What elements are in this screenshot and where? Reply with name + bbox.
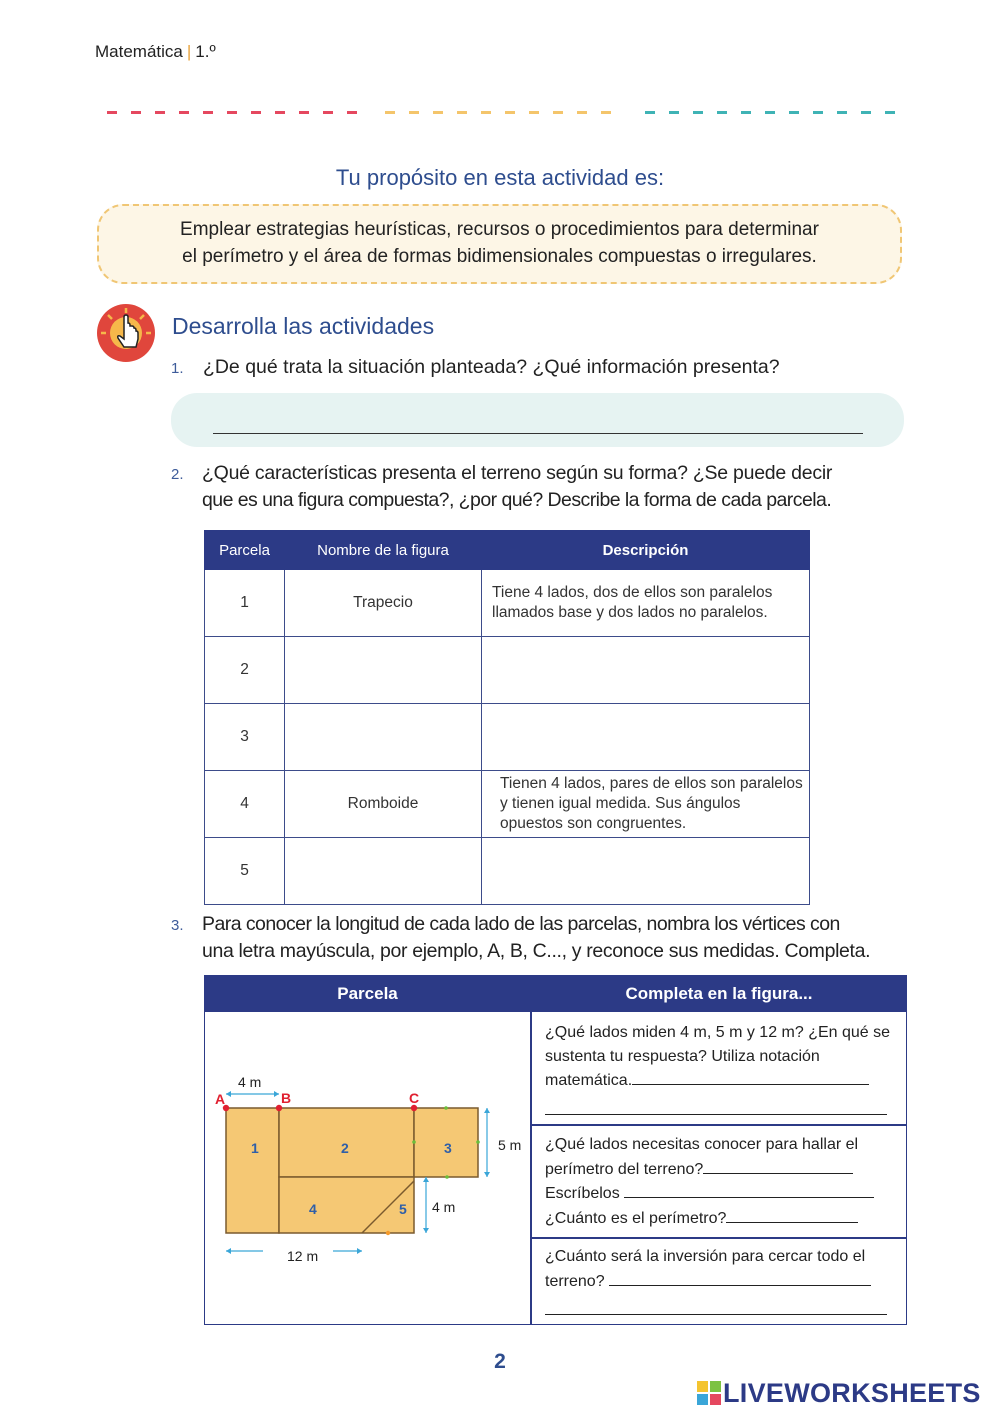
- grade-label: 1.º: [195, 42, 216, 61]
- section-title: Desarrolla las actividades: [172, 313, 435, 339]
- question-3-line-1: Para conocer la longitud de cada lado de las parcelas, nombra los vértices con: [202, 913, 840, 935]
- dash: [717, 111, 727, 114]
- vertex-b-label: B: [281, 1090, 292, 1106]
- vertex-a-label: A: [215, 1091, 226, 1107]
- question-1: [171, 354, 780, 382]
- teal-dash-row: [645, 111, 895, 115]
- header-nombre: Nombre de la figura: [285, 531, 482, 570]
- dash: [131, 111, 141, 114]
- dash: [669, 111, 679, 114]
- parcel-5-label: 5: [399, 1201, 407, 1217]
- dash: [553, 111, 563, 114]
- dash: [155, 111, 165, 114]
- yellow-dash-row: [385, 111, 611, 115]
- right-measure-label: 5 m: [498, 1137, 522, 1153]
- answer-1-line[interactable]: [213, 433, 863, 434]
- cell-2-answer-line-1[interactable]: [703, 1157, 853, 1174]
- header-parcela: Parcela: [205, 531, 285, 570]
- dash: [885, 111, 895, 114]
- dash: [227, 111, 237, 114]
- question-2-line-1: ¿Qué características presenta el terreno según su forma? ¿Se puede decir: [202, 462, 833, 484]
- row-4-desc[interactable]: Tienen 4 lados, pares de ellos son paralelos y tienen igual medida. Sus ángulos opuestos son congruentes.: [482, 771, 810, 838]
- row-1-parcela: 1: [205, 570, 285, 637]
- cell-3-line-2: terreno?: [545, 1272, 605, 1290]
- question-1-number: 1.: [171, 360, 184, 377]
- bottom-measure-label: 12 m: [287, 1248, 319, 1264]
- page-header: [95, 42, 216, 62]
- cell-3-line-1: ¿Cuánto será la inversión para cercar todo el: [545, 1248, 866, 1265]
- cell-2-answer-line-3[interactable]: [726, 1206, 858, 1223]
- dash: [457, 111, 467, 114]
- dash: [409, 111, 419, 114]
- liveworksheets-watermark: [697, 1378, 981, 1409]
- liveworksheets-logo-icon: [697, 1381, 721, 1405]
- purpose-box: [97, 204, 902, 284]
- row-4-nombre[interactable]: Romboide: [285, 771, 482, 838]
- parcel-figure: [215, 1066, 535, 1266]
- table-row: [205, 570, 810, 637]
- header-descripcion: Descripción: [482, 531, 810, 570]
- dash: [693, 111, 703, 114]
- cell-1-answer-line[interactable]: [632, 1068, 869, 1085]
- dash: [645, 111, 655, 114]
- purpose-line-1: Emplear estrategias heurísticas, recursos o procedimientos para determinar: [180, 219, 819, 240]
- purpose-title: Tu propósito en esta actividad es:: [335, 165, 665, 190]
- dash: [505, 111, 515, 114]
- header-completa: Completa en la figura...: [532, 976, 906, 1012]
- table-row: [205, 704, 810, 771]
- row-5-parcela: 5: [205, 838, 285, 905]
- cell-1-text: ¿Qué lados miden 4 m, 5 m y 12 m? ¿En qué se sustenta tu respuesta? Utiliza notación: [545, 1024, 891, 1065]
- row-5-nombre[interactable]: [285, 838, 482, 905]
- inner-measure-label: 4 m: [432, 1199, 456, 1215]
- row-1-desc[interactable]: Tiene 4 lados, dos de ellos son paralelos llamados base y dos lados no paralelos.: [482, 570, 810, 637]
- dash: [481, 111, 491, 114]
- dash: [275, 111, 285, 114]
- table-row: [205, 838, 810, 905]
- dash: [347, 111, 357, 114]
- dash: [433, 111, 443, 114]
- row-1-nombre[interactable]: Trapecio: [285, 570, 482, 637]
- cell-1-question: [545, 1021, 900, 1122]
- cell-3-answer-line-2[interactable]: [545, 1298, 887, 1315]
- question-2-line-2: que es una figura compuesta?, ¿por qué? Describe la forma de cada parcela.: [202, 489, 832, 511]
- purpose-line-2: el perímetro y el área de formas bidimensionales compuestas o irregulares.: [182, 246, 817, 267]
- table-row: [205, 637, 810, 704]
- top-measure-label: 4 m: [238, 1074, 262, 1090]
- question-3-number: 3.: [171, 917, 184, 934]
- dash: [385, 111, 395, 114]
- cell-1-text-2: matemática.: [545, 1072, 633, 1089]
- cell-1-answer-line-2[interactable]: [545, 1098, 887, 1115]
- watermark-text: LIVEWORKSHEETS: [723, 1378, 981, 1408]
- cell-2-line-4: ¿Cuánto es el perímetro?: [545, 1209, 727, 1227]
- dash: [107, 111, 117, 114]
- dash: [529, 111, 539, 114]
- dash: [251, 111, 261, 114]
- dash: [601, 111, 611, 114]
- question-1-text: ¿De qué trata la situación planteada? ¿Qué información presenta?: [202, 356, 780, 378]
- dash: [837, 111, 847, 114]
- parcel-1-shape: [226, 1108, 279, 1233]
- row-divider-2: [531, 1237, 906, 1239]
- row-2-nombre[interactable]: [285, 637, 482, 704]
- dash: [203, 111, 213, 114]
- table-row: [205, 771, 810, 838]
- dash: [789, 111, 799, 114]
- parcel-2-label: 2: [341, 1140, 349, 1156]
- dash: [861, 111, 871, 114]
- dash: [577, 111, 587, 114]
- parcel-1-label: 1: [251, 1140, 259, 1156]
- dash: [179, 111, 189, 114]
- row-5-desc[interactable]: [482, 838, 810, 905]
- dash: [323, 111, 333, 114]
- row-3-nombre[interactable]: [285, 704, 482, 771]
- row-2-parcela: 2: [205, 637, 285, 704]
- parcel-3-label: 3: [444, 1140, 452, 1156]
- vertex-c-label: C: [409, 1090, 420, 1106]
- answer-1-area[interactable]: [171, 393, 904, 447]
- row-2-desc[interactable]: [482, 637, 810, 704]
- parcel-4-label: 4: [309, 1201, 317, 1217]
- cell-2-question: [545, 1133, 900, 1230]
- row-divider-1: [531, 1124, 906, 1126]
- dash: [741, 111, 751, 114]
- header-separator: |: [186, 42, 192, 61]
- red-dash-row: [107, 111, 357, 115]
- cell-2-line-1: ¿Qué lados necesitas conocer para hallar el: [545, 1136, 859, 1153]
- parcel-figure-table: [204, 975, 907, 1325]
- cell-3-question: [545, 1245, 900, 1323]
- row-3-desc[interactable]: [482, 704, 810, 771]
- row-4-parcela: 4: [205, 771, 285, 838]
- header-parcela-2: Parcela: [205, 976, 530, 1012]
- question-3-line-2: una letra mayúscula, por ejemplo, A, B, C..., y reconoce sus medidas. Completa.: [202, 940, 871, 962]
- cell-2-line-3: Escríbelos: [545, 1185, 620, 1202]
- cell-2-line-2: perímetro del terreno?: [545, 1160, 704, 1178]
- parcel-description-table: [204, 530, 810, 905]
- hand-pointer-icon: [96, 303, 156, 363]
- dash: [765, 111, 775, 114]
- cell-2-answer-line-2[interactable]: [624, 1181, 874, 1198]
- question-2-number: 2.: [171, 466, 184, 483]
- row-3-parcela: 3: [205, 704, 285, 771]
- dash: [813, 111, 823, 114]
- cell-3-answer-line-1[interactable]: [609, 1269, 871, 1286]
- parcel-4-shape: [279, 1177, 414, 1233]
- page-number: 2: [494, 1350, 506, 1373]
- dash: [299, 111, 309, 114]
- subject-label: Matemática: [95, 42, 183, 61]
